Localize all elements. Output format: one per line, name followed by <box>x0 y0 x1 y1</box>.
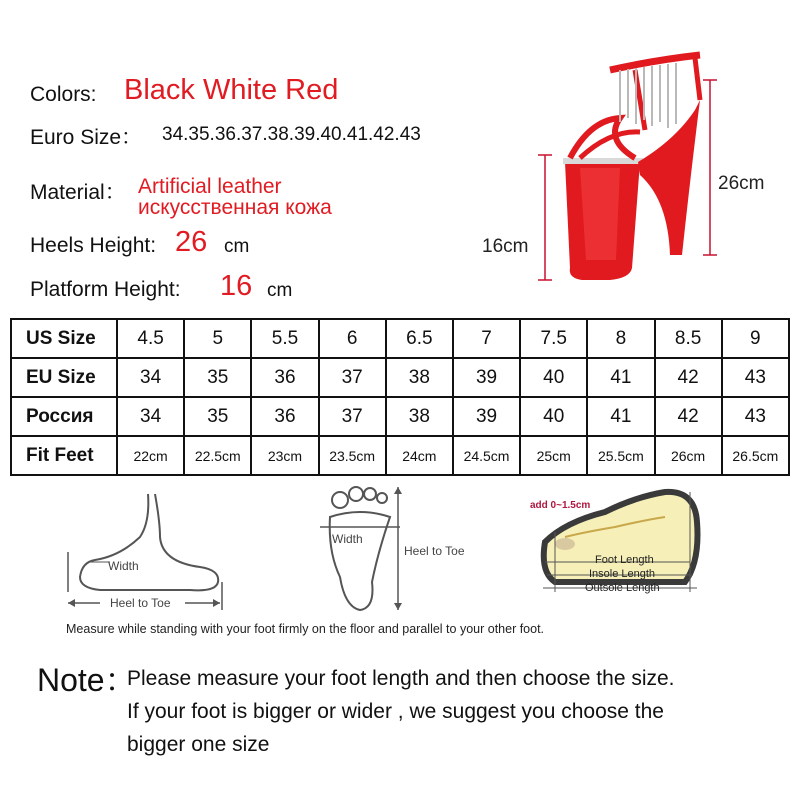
add-allowance-label: add 0~1.5cm <box>530 500 591 511</box>
table-cell: 25cm <box>520 436 587 475</box>
table-cell: 39 <box>453 358 520 397</box>
note-line-3: bigger one size <box>127 733 270 756</box>
table-cell: 5 <box>184 319 251 358</box>
top-width-label: Width <box>332 532 363 546</box>
top-foot-diagram <box>300 482 500 617</box>
table-cell: 7.5 <box>520 319 587 358</box>
row-header: US Size <box>11 319 117 358</box>
table-cell: 8.5 <box>655 319 722 358</box>
table-cell: 43 <box>722 397 789 436</box>
table-cell: 6 <box>319 319 386 358</box>
table-cell: 34 <box>117 358 184 397</box>
note-line-2: If your foot is bigger or wider , we suggest you choose the <box>127 700 664 723</box>
table-row-fit-feet <box>11 436 789 475</box>
material-value-en: Artificial leather <box>138 175 282 198</box>
note-title: Note： <box>37 662 137 698</box>
table-cell: 26cm <box>655 436 722 475</box>
note-line-1: Please measure your foot length and then choose the size. <box>127 667 675 690</box>
table-cell: 22cm <box>117 436 184 475</box>
side-foot-diagram <box>60 482 230 617</box>
table-cell: 38 <box>386 358 453 397</box>
side-heel-to-toe-label: Heel to Toe <box>110 596 171 610</box>
table-cell: 37 <box>319 358 386 397</box>
table-row-us <box>11 319 789 358</box>
table-cell: 34 <box>117 397 184 436</box>
top-heel-to-toe-label: Heel to Toe <box>404 544 465 558</box>
top-foot-icon <box>300 482 500 617</box>
table-cell: 26.5cm <box>722 436 789 475</box>
table-cell: 42 <box>655 397 722 436</box>
table-cell: 9 <box>722 319 789 358</box>
table-cell: 42 <box>655 358 722 397</box>
table-cell: 6.5 <box>386 319 453 358</box>
table-cell: 36 <box>251 397 318 436</box>
row-header: Fit Feet <box>11 436 117 475</box>
table-cell: 23cm <box>251 436 318 475</box>
shoe-image <box>470 40 800 310</box>
shoe-cross-section-diagram <box>525 482 715 617</box>
table-row-russia <box>11 397 789 436</box>
table-cell: 8 <box>587 319 654 358</box>
table-cell: 40 <box>520 397 587 436</box>
table-cell: 35 <box>184 397 251 436</box>
side-width-label: Width <box>108 559 139 573</box>
material-label: Material： <box>30 181 126 204</box>
colors-value: Black White Red <box>124 74 339 106</box>
table-cell: 24.5cm <box>453 436 520 475</box>
insole-length-label: Insole Length <box>589 568 656 580</box>
table-cell: 37 <box>319 397 386 436</box>
platform-height-value: 16 <box>220 270 253 302</box>
table-cell: 24cm <box>386 436 453 475</box>
platform-height-unit: cm <box>267 280 293 301</box>
table-cell: 5.5 <box>251 319 318 358</box>
size-table <box>10 318 790 476</box>
euro-size-label: Euro Size： <box>30 126 143 149</box>
table-row-eu <box>11 358 789 397</box>
total-height-dimension-label: 26cm <box>718 173 765 194</box>
measure-caption: Measure while standing with your foot firmly on the floor and parallel to your other foot. <box>66 622 545 636</box>
colors-label: Colors: <box>30 83 97 106</box>
table-cell: 39 <box>453 397 520 436</box>
row-header: EU Size <box>11 358 117 397</box>
table-cell: 38 <box>386 397 453 436</box>
table-cell: 41 <box>587 358 654 397</box>
platform-height-label: Platform Height: <box>30 278 181 301</box>
table-cell: 25.5cm <box>587 436 654 475</box>
euro-size-value: 34.35.36.37.38.39.40.41.42.43 <box>162 124 421 145</box>
table-cell: 7 <box>453 319 520 358</box>
outsole-length-label: Outsole Length <box>585 582 660 594</box>
row-header: Россия <box>11 397 117 436</box>
platform-dimension-label: 16cm <box>482 236 529 257</box>
table-cell: 36 <box>251 358 318 397</box>
heel-height-value: 26 <box>175 226 208 258</box>
material-value-ru: искусственная кожа <box>138 196 332 219</box>
table-cell: 22.5cm <box>184 436 251 475</box>
foot-length-label: Foot Length <box>595 554 654 566</box>
table-cell: 43 <box>722 358 789 397</box>
table-cell: 23.5cm <box>319 436 386 475</box>
table-cell: 35 <box>184 358 251 397</box>
table-cell: 41 <box>587 397 654 436</box>
heel-height-label: Heels Height: <box>30 234 157 257</box>
table-cell: 40 <box>520 358 587 397</box>
heel-height-unit: cm <box>224 236 250 257</box>
table-cell: 4.5 <box>117 319 184 358</box>
